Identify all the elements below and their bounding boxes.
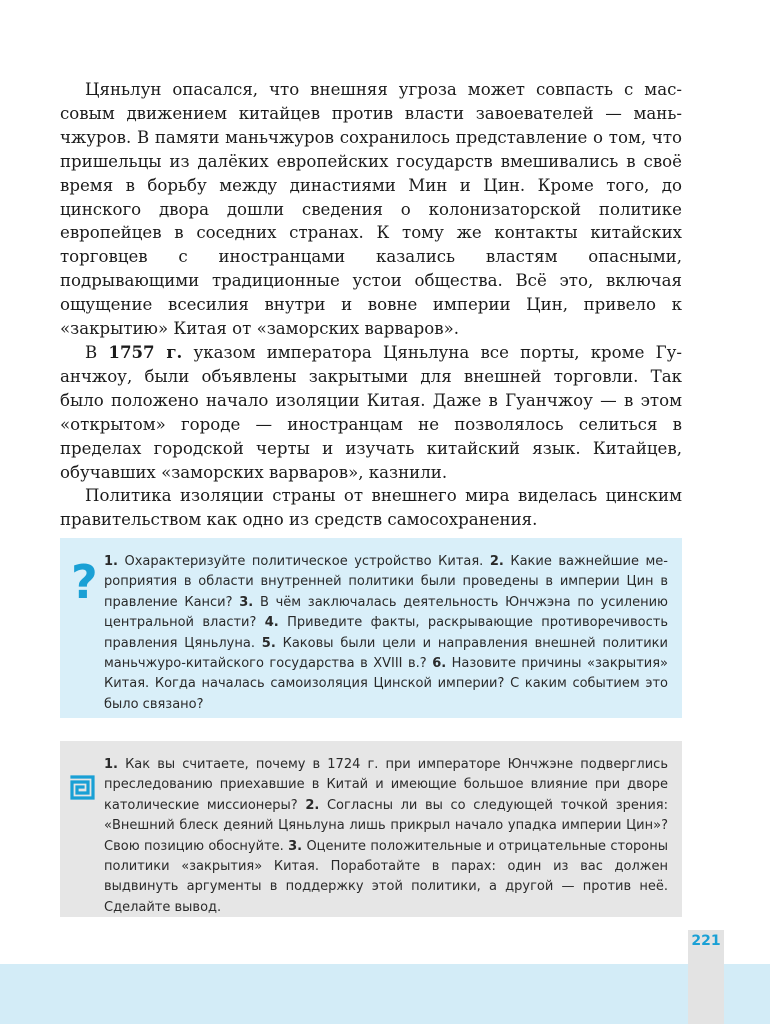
questions-text xyxy=(104,552,668,715)
paragraph-1: Цяньлун опасался, что внешняя угроза может совпасть с массовым движением китайцев против власти завоевателей — маньчжуров. В памяти маньчжуров сохранилось представление о том, что пришельцы из далёких европейских государств вмешивались в своё время в борьбу между династиями Мин и Цин. Кроме того, до цинского двора дошли сведения о колонизаторской политике европейцев в соседних странах. К тому же контакты китайских торговцев с иностранцами казались властям опасными, подрывающими традиционные устои общества. Всё это, включая ощущение всесилия внутри и вовне империи Цин, привело к «закрытию» Китая от «заморских варваров». xyxy=(60,80,682,339)
task-2-text: Согласны ли вы со следующей точкой зрения: «Внешний блеск деяний Цяньлуна лишь прикрыл начало упадка империи Цин»? Свою позицию обоснуйте. xyxy=(104,797,669,854)
question-5-number: 5. xyxy=(261,635,276,651)
question-6-number: 6. xyxy=(432,656,447,672)
question-4-text: Приведите факты, раскрывающие противоречивость правления Цяньлуна. xyxy=(104,615,668,651)
question-1-number: 1. xyxy=(104,554,118,569)
question-mark-icon: ? xyxy=(71,555,98,609)
footer-band xyxy=(0,964,770,1024)
tasks-text xyxy=(104,755,668,918)
main-text xyxy=(60,78,682,532)
question-4-number: 4. xyxy=(264,615,279,631)
spiral-task-icon xyxy=(69,774,96,801)
question-6-text: Назовите причины «закрытия» Китая. Когда началась самоизоляция Цинской империи? С каким событием это было связано? xyxy=(104,656,668,712)
question-1-text: Охарактеризуйте политическое устройство Китая. xyxy=(124,554,484,569)
task-3-text: Оцените положительные и отрицательные стороны политики «закрытия» Китая. Поработайте в парах: один из вас должен выдвинуть аргументы в поддержку этой политики, а другой — против неё. Сделайте вывод. xyxy=(104,838,669,915)
paragraph-2-rest: указом императора Цяньлуна все порты, кроме Гуанчжоу, были объявлены закрытыми для внешней торговли. Так было положено начало изоляции Китая. Даже в Гуанчжоу — в этом «открытом» городе — иностранцам не позволялось селиться в пределах городской черты и изучать китайский язык. Китайцев, обучавших «заморских варваров», казнили. xyxy=(60,342,682,482)
task-1-number: 1. xyxy=(104,757,118,772)
questions-box xyxy=(60,538,682,718)
page-number: 221 xyxy=(691,933,721,949)
question-3-number: 3. xyxy=(239,594,254,610)
year-1757: 1757 г. xyxy=(108,341,183,362)
task-2-number: 2. xyxy=(305,797,320,813)
paragraph-3: Политика изоляции страны от внешнего мира виделась цинским правительством как одно из средств самосохранения. xyxy=(60,486,682,530)
question-2-text: Какие важнейшие мероприятия в области внутренней политики были проведены в империи Цин в правление Канси? xyxy=(104,554,668,610)
task-3-number: 3. xyxy=(288,838,303,854)
question-5-text: Каковы были цели и направления внешней политики маньчжуро-китайского государства в XVIII в.? xyxy=(104,635,668,672)
question-3-text: В чём заключалась деятельность Юнчжэна по усилению центральной власти? xyxy=(104,594,668,631)
task-1-text: Как вы считаете, почему в 1724 г. при императоре Юнчжэне подверглись преследованию приехавшие в Китай и имеющие большое влияние при дворе католические миссионеры? xyxy=(104,757,668,813)
paragraph-2 xyxy=(60,341,682,484)
paragraph-2-lead: В xyxy=(85,342,98,362)
tasks-box xyxy=(60,741,682,917)
question-2-number: 2. xyxy=(489,554,504,569)
